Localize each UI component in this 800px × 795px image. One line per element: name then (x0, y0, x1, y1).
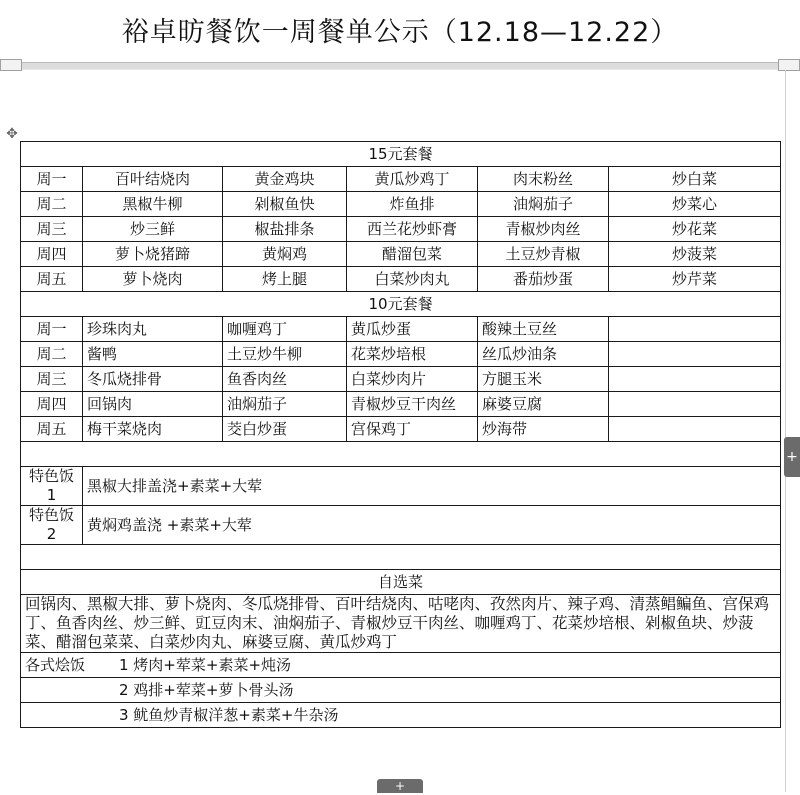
set10-header: 10元套餐 (21, 292, 781, 317)
dish-cell: 鱼香肉丝 (223, 367, 347, 392)
blank-row (21, 545, 781, 570)
rice-dish-item: 1 烤肉+荤菜+素菜+炖汤 (119, 655, 292, 674)
section-header-row (21, 570, 781, 595)
dish-cell: 椒盐排条 (223, 217, 347, 242)
dish-cell: 炒花菜 (609, 217, 781, 242)
special-content: 黄焖鸡盖浇 +素菜+大荤 (83, 506, 781, 545)
dish-cell: 炸鱼排 (347, 192, 478, 217)
dish-cell: 黄金鸡块 (223, 167, 347, 192)
day-cell: 周一 (21, 317, 83, 342)
blank-row (21, 442, 781, 467)
dish-cell: 酸辣土豆丝 (478, 317, 609, 342)
ruler (0, 62, 800, 70)
dish-cell: 油焖茄子 (223, 392, 347, 417)
page-edge (785, 70, 786, 792)
special-label: 特色饭 2 (21, 506, 83, 545)
ruler-left-marker[interactable] (0, 59, 22, 71)
dish-cell: 珍珠肉丸 (83, 317, 223, 342)
section-header-row (21, 292, 781, 317)
dish-cell: 黄焖鸡 (223, 242, 347, 267)
special-content: 黑椒大排盖浇+素菜+大荤 (83, 467, 781, 506)
dish-cell (609, 392, 781, 417)
dish-cell: 冬瓜烧排骨 (83, 367, 223, 392)
table-row (21, 267, 781, 292)
table-row (21, 342, 781, 367)
section-header-row (21, 142, 781, 167)
dish-cell: 炒海带 (478, 417, 609, 442)
day-cell: 周五 (21, 417, 83, 442)
dish-cell: 青椒炒肉丝 (478, 217, 609, 242)
dish-cell (609, 317, 781, 342)
rice-dish-item: 2 鸡排+荤菜+萝卜骨头汤 (119, 680, 294, 699)
table-row (21, 217, 781, 242)
day-cell: 周二 (21, 342, 83, 367)
rice-dish-item: 3 鱿鱼炒青椒洋葱+素菜+牛杂汤 (119, 705, 339, 724)
dish-cell: 方腿玉米 (478, 367, 609, 392)
table-row (21, 367, 781, 392)
day-cell: 周五 (21, 267, 83, 292)
dish-cell: 百叶结烧肉 (83, 167, 223, 192)
set15-header: 15元套餐 (21, 142, 781, 167)
ala-carte-list: 回锅肉、黑椒大排、萝卜烧肉、冬瓜烧排骨、百叶结烧肉、咕咾肉、孜然肉片、辣子鸡、清蒸鲳鳊鱼、宫保鸡丁、鱼香肉丝、炒三鲜、豇豆肉末、油焖茄子、青椒炒豆干肉丝、咖喱鸡丁、花菜炒培根、剁椒鱼块、炒菠菜、醋溜包菜菜、白菜炒肉丸、麻婆豆腐、黄瓜炒鸡丁 (21, 595, 781, 653)
day-cell: 周一 (21, 167, 83, 192)
dish-cell: 萝卜烧猪蹄 (83, 242, 223, 267)
table-row (21, 678, 781, 703)
blank-cell (21, 442, 781, 467)
dish-cell: 丝瓜炒油条 (478, 342, 609, 367)
table-row (21, 167, 781, 192)
table-row (21, 653, 781, 678)
dish-cell: 炒三鲜 (83, 217, 223, 242)
dish-cell: 醋溜包菜 (347, 242, 478, 267)
dish-cell: 烤上腿 (223, 267, 347, 292)
dish-cell: 萝卜烧肉 (83, 267, 223, 292)
dish-cell: 酱鸭 (83, 342, 223, 367)
dish-cell: 宫保鸡丁 (347, 417, 478, 442)
dish-cell: 白菜炒肉丸 (347, 267, 478, 292)
dish-cell: 肉末粉丝 (478, 167, 609, 192)
table-row (21, 392, 781, 417)
dish-cell: 青椒炒豆干肉丝 (347, 392, 478, 417)
dish-cell: 黑椒牛柳 (83, 192, 223, 217)
rice-dish-row (21, 703, 781, 728)
day-cell: 周二 (21, 192, 83, 217)
dish-cell: 回锅肉 (83, 392, 223, 417)
dish-cell: 茭白炒蛋 (223, 417, 347, 442)
rice-dish-row (21, 678, 781, 703)
dish-cell: 番茄炒蛋 (478, 267, 609, 292)
dish-cell (609, 417, 781, 442)
table-row (21, 595, 781, 653)
dish-cell: 白菜炒肉片 (347, 367, 478, 392)
table-row (21, 703, 781, 728)
day-cell: 周三 (21, 367, 83, 392)
table-row (21, 467, 781, 506)
rice-dish-row (21, 653, 781, 678)
dish-cell: 油焖茄子 (478, 192, 609, 217)
blank-cell (21, 545, 781, 570)
menu-table (20, 141, 781, 728)
ala-carte-header: 自选菜 (21, 570, 781, 595)
special-label: 特色饭 1 (21, 467, 83, 506)
move-handle-icon[interactable]: ✥ (6, 126, 18, 142)
day-cell: 周三 (21, 217, 83, 242)
table-row (21, 506, 781, 545)
rice-dishes-label: 各式烩饭 (25, 655, 86, 674)
expand-down-icon[interactable]: + (377, 779, 423, 793)
table-row (21, 192, 781, 217)
table-row (21, 242, 781, 267)
dish-cell: 土豆炒青椒 (478, 242, 609, 267)
dish-cell: 土豆炒牛柳 (223, 342, 347, 367)
dish-cell: 炒菜心 (609, 192, 781, 217)
dish-cell: 黄瓜炒蛋 (347, 317, 478, 342)
dish-cell (609, 342, 781, 367)
dish-cell: 炒芹菜 (609, 267, 781, 292)
dish-cell: 剁椒鱼快 (223, 192, 347, 217)
dish-cell: 炒白菜 (609, 167, 781, 192)
day-cell: 周四 (21, 242, 83, 267)
ruler-right-marker[interactable] (778, 59, 800, 71)
dish-cell: 咖喱鸡丁 (223, 317, 347, 342)
expand-right-icon[interactable]: + (784, 437, 800, 477)
dish-cell: 西兰花炒虾膏 (347, 217, 478, 242)
dish-cell: 梅干菜烧肉 (83, 417, 223, 442)
document-title: 裕卓昉餐饮一周餐单公示（12.18—12.22） (121, 17, 679, 48)
dish-cell: 花菜炒培根 (347, 342, 478, 367)
dish-cell: 炒菠菜 (609, 242, 781, 267)
table-row (21, 317, 781, 342)
dish-cell: 黄瓜炒鸡丁 (347, 167, 478, 192)
day-cell: 周四 (21, 392, 83, 417)
dish-cell (609, 367, 781, 392)
dish-cell: 麻婆豆腐 (478, 392, 609, 417)
table-row (21, 417, 781, 442)
